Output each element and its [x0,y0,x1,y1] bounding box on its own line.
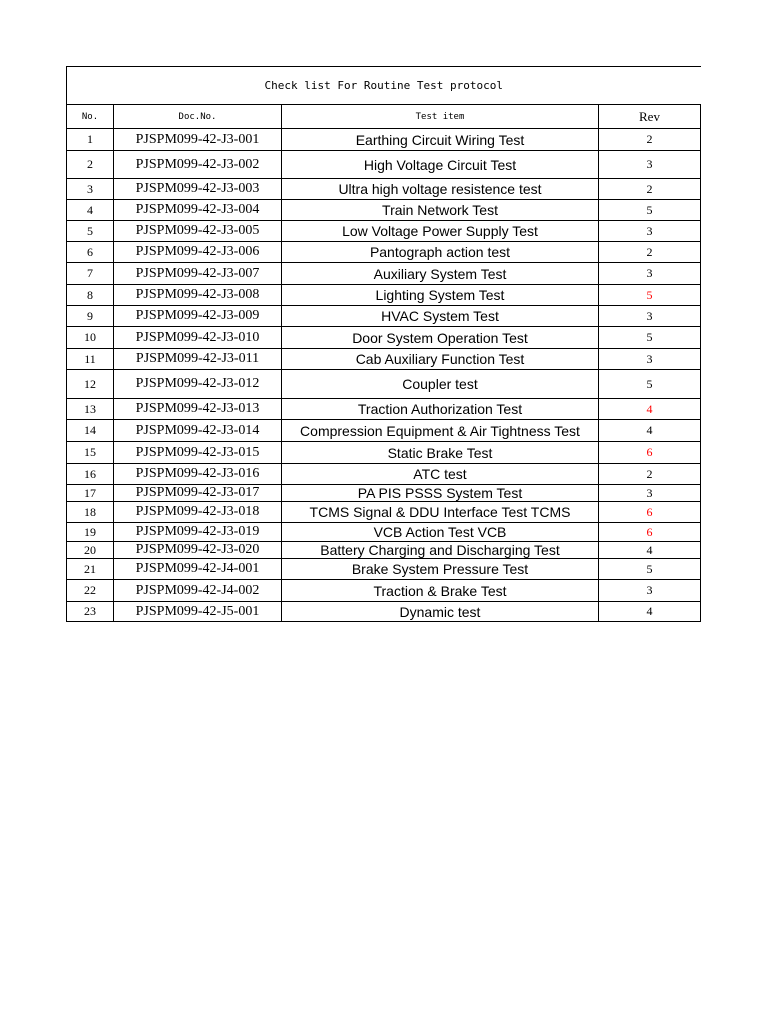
row-number: 1 [67,129,114,151]
doc-number: PJSPM099-42-J3-013 [114,399,282,420]
test-item: Coupler test [282,370,599,399]
header-no: No. [67,105,114,129]
row-number: 22 [67,580,114,602]
revision: 6 [599,442,701,464]
table-row [67,221,701,242]
table-row [67,399,701,420]
test-item: Traction Authorization Test [282,399,599,420]
test-item: Brake System Pressure Test [282,559,599,580]
test-item: PA PIS PSSS System Test [282,485,599,502]
revision: 6 [599,502,701,523]
routine-test-checklist-table [66,66,701,622]
doc-number: PJSPM099-42-J3-015 [114,442,282,464]
table-row [67,559,701,580]
row-number: 20 [67,542,114,559]
table-row [67,349,701,370]
table-row [67,502,701,523]
doc-number: PJSPM099-42-J3-007 [114,263,282,285]
row-number: 4 [67,200,114,221]
revision: 3 [599,306,701,327]
doc-number: PJSPM099-42-J3-005 [114,221,282,242]
row-number: 7 [67,263,114,285]
row-number: 5 [67,221,114,242]
table-row [67,602,701,622]
doc-number: PJSPM099-42-J3-012 [114,370,282,399]
table-row [67,442,701,464]
test-item: Door System Operation Test [282,327,599,349]
revision: 6 [599,523,701,542]
doc-number: PJSPM099-42-J3-017 [114,485,282,502]
doc-number: PJSPM099-42-J5-001 [114,602,282,622]
test-item: Auxiliary System Test [282,263,599,285]
doc-number: PJSPM099-42-J3-011 [114,349,282,370]
revision: 2 [599,242,701,263]
revision: 4 [599,420,701,442]
doc-number: PJSPM099-42-J3-003 [114,179,282,200]
table-row [67,420,701,442]
row-number: 2 [67,151,114,179]
table-row [67,464,701,485]
revision: 5 [599,559,701,580]
test-item: Train Network Test [282,200,599,221]
revision: 3 [599,485,701,502]
table-row [67,523,701,542]
row-number: 11 [67,349,114,370]
table-row [67,485,701,502]
test-item: Static Brake Test [282,442,599,464]
revision: 2 [599,179,701,200]
test-item: Low Voltage Power Supply Test [282,221,599,242]
test-item: Pantograph action test [282,242,599,263]
row-number: 18 [67,502,114,523]
revision: 4 [599,542,701,559]
revision: 5 [599,200,701,221]
revision: 2 [599,129,701,151]
test-item: TCMS Signal & DDU Interface Test TCMS [282,502,599,523]
doc-number: PJSPM099-42-J4-002 [114,580,282,602]
doc-number: PJSPM099-42-J3-019 [114,523,282,542]
revision: 4 [599,399,701,420]
row-number: 19 [67,523,114,542]
doc-number: PJSPM099-42-J3-002 [114,151,282,179]
test-item: High Voltage Circuit Test [282,151,599,179]
revision: 3 [599,349,701,370]
row-number: 10 [67,327,114,349]
header-row [67,105,701,129]
revision: 2 [599,464,701,485]
revision: 5 [599,285,701,306]
row-number: 9 [67,306,114,327]
doc-number: PJSPM099-42-J3-001 [114,129,282,151]
row-number: 12 [67,370,114,399]
row-number: 15 [67,442,114,464]
title-row [67,67,701,105]
row-number: 17 [67,485,114,502]
table-row [67,542,701,559]
doc-number: PJSPM099-42-J3-020 [114,542,282,559]
table-row [67,327,701,349]
table-row [67,129,701,151]
revision: 5 [599,370,701,399]
doc-number: PJSPM099-42-J3-018 [114,502,282,523]
test-item: Cab Auxiliary Function Test [282,349,599,370]
test-item: ATC test [282,464,599,485]
doc-number: PJSPM099-42-J3-014 [114,420,282,442]
table-row [67,306,701,327]
test-item: Traction & Brake Test [282,580,599,602]
doc-number: PJSPM099-42-J3-008 [114,285,282,306]
table-row [67,200,701,221]
row-number: 3 [67,179,114,200]
test-item: Lighting System Test [282,285,599,306]
table-row [67,285,701,306]
revision: 3 [599,151,701,179]
doc-number: PJSPM099-42-J3-016 [114,464,282,485]
row-number: 6 [67,242,114,263]
header-test-item: Test item [282,105,599,129]
row-number: 14 [67,420,114,442]
table-row [67,179,701,200]
revision: 3 [599,580,701,602]
doc-number: PJSPM099-42-J3-004 [114,200,282,221]
row-number: 13 [67,399,114,420]
doc-number: PJSPM099-42-J3-006 [114,242,282,263]
test-item: Earthing Circuit Wiring Test [282,129,599,151]
table-row [67,370,701,399]
test-item: Compression Equipment & Air Tightness Test [282,420,599,442]
revision: 3 [599,263,701,285]
doc-number: PJSPM099-42-J3-010 [114,327,282,349]
doc-number: PJSPM099-42-J3-009 [114,306,282,327]
header-doc-no: Doc.No. [114,105,282,129]
test-item: HVAC System Test [282,306,599,327]
test-item: VCB Action Test VCB [282,523,599,542]
table-row [67,263,701,285]
table-row [67,151,701,179]
row-number: 21 [67,559,114,580]
table-row [67,580,701,602]
revision: 4 [599,602,701,622]
test-item: Ultra high voltage resistence test [282,179,599,200]
revision: 5 [599,327,701,349]
doc-number: PJSPM099-42-J4-001 [114,559,282,580]
table-row [67,242,701,263]
table-title: Check list For Routine Test protocol [67,67,701,105]
row-number: 23 [67,602,114,622]
row-number: 8 [67,285,114,306]
test-item: Dynamic test [282,602,599,622]
test-item: Battery Charging and Discharging Test [282,542,599,559]
header-rev: Rev [599,105,701,129]
row-number: 16 [67,464,114,485]
revision: 3 [599,221,701,242]
